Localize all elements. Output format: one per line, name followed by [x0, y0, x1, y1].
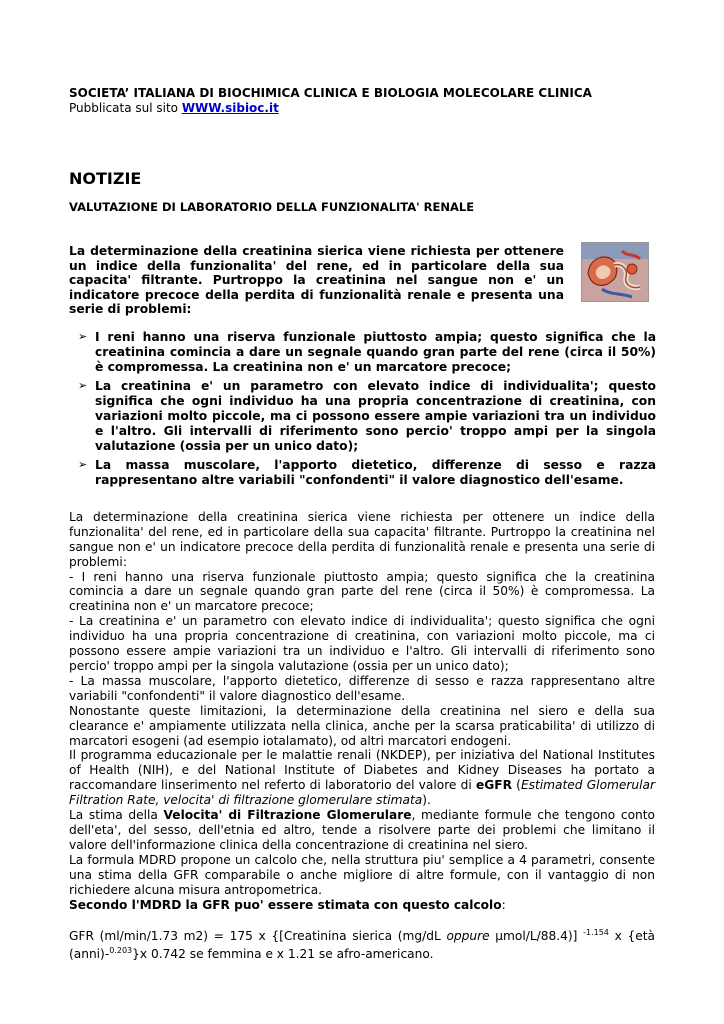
formula-run: µmol/L/88.4)]	[489, 929, 584, 944]
text-run: (	[511, 778, 521, 793]
document-subtitle: VALUTAZIONE DI LABORATORIO DELLA FUNZIONALITA' RENALE	[69, 200, 475, 214]
intro-block	[69, 244, 655, 317]
formula-run: }x 0.742 se femmina e x 1.21 se afro-americano.	[132, 947, 434, 962]
body-paragraph: - La creatinina e' un parametro con elevato indice di individualita'; questo significa che ogni individuo ha una propria concentrazione di creatinina, con variazioni molto piccole, ma ci possono essere ampie variazioni tra un individuo e l'altro. Gli intervalli di riferimento sono percio' troppo ampi per la singola valutazione (ossia per un unico dato);	[69, 614, 655, 673]
egfr-definition: Estimated Glomerular Filtration Rate, velocita' di filtrazione glomerulare stimata	[69, 778, 655, 808]
published-line	[69, 101, 655, 116]
list-item-text: La creatinina e' un parametro con elevato indice di individualita'; questo significa che ogni individuo ha una propria concentrazione di creatinina, con variazioni molto piccole, ma ci possono essere ampie variazioni tra un individuo e l'altro. Gli intervalli di riferimento sono percio' troppo ampi per la singola valutazione (ossia per un unico dato);	[95, 379, 656, 453]
list-item	[78, 379, 656, 453]
formula-run: oppure	[446, 929, 490, 944]
list-item	[78, 458, 656, 488]
formula-run: GFR (ml/min/1.73 m2) = 175 x {[Creatinina sierica (mg/dL	[69, 929, 447, 944]
egfr-term: eGFR	[475, 778, 512, 793]
text-run: La stima della	[69, 808, 164, 823]
body-paragraph: - La massa muscolare, l'apporto dietetico, differenze di sesso e razza rappresentano altre variabili "confondenti" il valore diagnostico dell'esame.	[69, 673, 655, 703]
list-item-text: I reni hanno una riserva funzionale piuttosto ampia; questo significa che la creatinina comincia a dare un segnale quando gran parte del rene (circa il 50%) è compromessa. La creatinina non e' un marcatore precoce;	[95, 329, 656, 374]
gfr-formula	[69, 926, 655, 962]
text-run: Il programma educazionale per le malattie renali (NKDEP), per iniziativa del National Institutes of Health (NIH), e del National Institute of Diabetes and Kidney Diseases ha portato a raccomandare linserimento nel referto di laboratorio del valore di	[69, 748, 655, 793]
society-name: SOCIETA’ ITALIANA DI BIOCHIMICA CLINICA E BIOLOGIA MOLECOLARE CLINICA	[69, 86, 592, 100]
body-paragraph: La determinazione della creatinina sierica viene richiesta per ottenere un indice della funzionalita' del rene, ed in particolare della sua capacita' filtrante. Purtroppo la creatinina nel sangue non e' un indicatore precoce della perdita di funzionalità renale e presenta una serie di problemi:	[69, 509, 655, 569]
calc-heading: Secondo l'MDRD la GFR puo' essere stimata con questo calcolo	[69, 897, 502, 912]
body-text	[69, 510, 655, 962]
text-run: , mediante formule che tengono conto dell'eta', del sesso, dell'etnia ed altro, tende a risolvere parte dei problemi che limitano il valore dell'informazione clinica della concentrazione di creatinina nel siero.	[69, 808, 656, 852]
published-prefix: Pubblicata sul sito	[69, 101, 182, 115]
kidney-illustration-icon	[581, 242, 649, 302]
formula-run: x {età (anni)-	[69, 929, 655, 962]
text-run: ).	[422, 793, 431, 808]
gfr-term: Velocita' di Filtrazione Glomerulare	[163, 808, 412, 823]
arrow-bullet-icon: ➢	[78, 379, 88, 393]
formula-exponent: 0.203	[109, 946, 133, 956]
body-paragraph	[69, 808, 655, 853]
body-paragraph: - I reni hanno una riserva funzionale piuttosto ampia; questo significa che la creatinina comincia a dare un segnale quando gran parte del rene (circa il 50%) è compromessa. La creatinina non e' un marcatore precoce;	[69, 569, 655, 614]
body-paragraph: Nonostante queste limitazioni, la determinazione della creatinina nel siero e della sua clearance e' ampiamente utilizzata nella clinica, anche per la scarsa praticabilita' di utilizzo di marcatori esogeni (ad esempio iotalamato), od altri marcatori endogeni.	[69, 703, 655, 748]
list-item	[78, 330, 656, 374]
section-title: NOTIZIE	[69, 169, 142, 188]
arrow-bullet-icon: ➢	[78, 329, 88, 343]
body-paragraph	[69, 748, 655, 808]
site-link[interactable]: WWW.sibioc.it	[181, 101, 279, 115]
intro-paragraph: La determinazione della creatinina sierica viene richiesta per ottenere un indice della funzionalita' del rene, ed in particolare della sua capacita' filtrante. Purtroppo la creatinina nel sangue non e' un indicatore precoce della perdita di funzionalità renale e presenta una serie di problemi:	[69, 244, 564, 317]
text-run: :	[501, 897, 506, 912]
body-paragraph	[69, 898, 655, 913]
formula-exponent: -1.154	[583, 928, 609, 938]
problem-list	[78, 330, 656, 488]
document-page	[69, 86, 655, 962]
arrow-bullet-icon: ➢	[78, 458, 88, 472]
body-paragraph: La formula MDRD propone un calcolo che, nella struttura piu' semplice a 4 parametri, consente una stima della GFR comparabile o anche migliore di altre formule, con il vantaggio di non richiedere alcuna misura antropometrica.	[69, 852, 655, 897]
list-item-text: La massa muscolare, l'apporto dietetico, differenze di sesso e razza rappresentano altre variabili "confondenti" il valore diagnostico dell'esame.	[95, 458, 656, 488]
